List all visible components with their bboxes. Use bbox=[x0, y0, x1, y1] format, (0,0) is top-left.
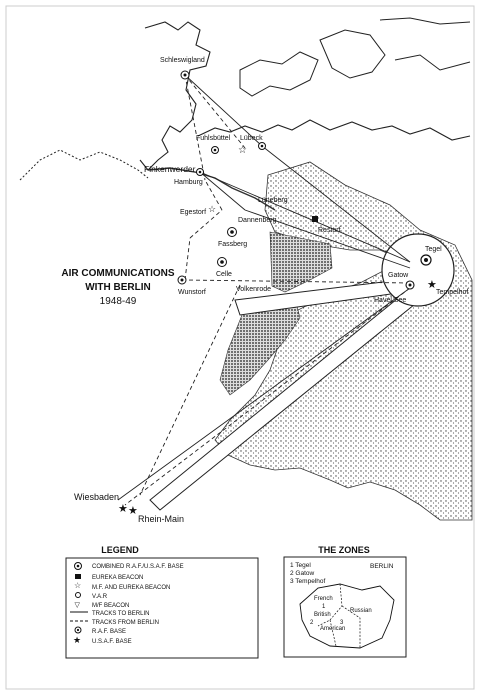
label-fassberg: Fassberg bbox=[218, 241, 248, 248]
zones-airfield-2: 2 Gatow bbox=[290, 570, 315, 577]
label-finkenwerder: Finkenwerder bbox=[144, 164, 196, 174]
legend-label-2: M.F. AND EUREKA BEACON bbox=[92, 585, 171, 591]
label-hamburg: Hamburg bbox=[174, 179, 203, 186]
sector-american: American bbox=[320, 626, 346, 632]
zones-airfield-1: 1 Tegel bbox=[290, 562, 311, 569]
fuhlsbuttel-marker bbox=[212, 147, 219, 154]
egestorf-mf-icon: ☆ bbox=[208, 204, 217, 214]
rhein-main-star-icon: ★ bbox=[128, 505, 138, 517]
zones-number-1: 1 bbox=[322, 604, 326, 610]
label-lubeck: Lübeck bbox=[240, 135, 263, 142]
label-gatow: Gatow bbox=[388, 272, 409, 279]
sector-russian: Russian bbox=[350, 608, 372, 614]
finkenwerder-marker bbox=[197, 169, 204, 176]
label-wiesbaden: Wiesbaden bbox=[74, 492, 120, 502]
legend-label-7: R.A.F. BASE bbox=[92, 629, 127, 635]
tegel-marker bbox=[421, 255, 431, 265]
zones-title: THE ZONES bbox=[318, 545, 370, 555]
legend-label-4: M/F BEACON bbox=[92, 603, 130, 609]
mf-eureka-icon: ☆ bbox=[74, 581, 82, 590]
zones-city-label: BERLIN bbox=[370, 563, 394, 570]
label-wunstorf: Wunstorf bbox=[178, 289, 206, 296]
fassberg-marker bbox=[228, 228, 237, 237]
sector-french: French bbox=[314, 596, 333, 602]
legend-label-5: TRACKS TO BERLIN bbox=[92, 611, 150, 617]
title-line-1: AIR COMMUNICATIONS bbox=[61, 268, 175, 279]
eureka-beacon-icon bbox=[75, 574, 81, 579]
label-volkenrode: Volkenrode bbox=[236, 286, 272, 293]
title-line-2: WITH BERLIN bbox=[85, 282, 151, 293]
zones-number-3: 3 bbox=[340, 620, 344, 626]
label-schleswigland: Schleswigland bbox=[160, 57, 205, 64]
combined-base-icon-core bbox=[77, 565, 80, 568]
label-restorf: Restorf bbox=[318, 227, 341, 234]
label-havel: Havel See bbox=[374, 297, 407, 304]
legend-title: LEGEND bbox=[101, 545, 139, 555]
label-rhein-main: Rhein-Main bbox=[138, 514, 185, 524]
lubeck-marker bbox=[259, 143, 266, 150]
legend-label-1: EUREKA BEACON bbox=[92, 575, 144, 581]
legend-label-0: COMBINED R.A.F./U.S.A.F. BASE bbox=[92, 564, 184, 570]
label-fuhlsbuttel: Fuhlsbüttel bbox=[196, 135, 231, 142]
label-celle: Celle bbox=[216, 271, 232, 278]
legend bbox=[66, 545, 258, 658]
label-tegel: Tegel bbox=[425, 246, 442, 253]
restorf-eureka-beacon bbox=[312, 216, 318, 222]
legend-label-6: TRACKS FROM BERLIN bbox=[92, 620, 160, 626]
zones-number-2: 2 bbox=[310, 620, 314, 626]
wunstorf-marker bbox=[178, 276, 186, 284]
raf-base-icon-core bbox=[77, 629, 79, 631]
label-dannenberg: Dannenberg bbox=[238, 217, 277, 224]
zones-airfield-3: 3 Tempelhof bbox=[290, 578, 326, 585]
legend-label-8: U.S.A.F. BASE bbox=[92, 639, 132, 645]
zones-inset bbox=[284, 545, 406, 657]
gatow-marker bbox=[406, 281, 414, 289]
mf-beacon-icon: ▽ bbox=[74, 602, 80, 609]
label-tempelhof: Tempelhof bbox=[436, 289, 469, 296]
label-egestorf: Egestorf bbox=[180, 209, 207, 216]
legend-label-3: V.A.R bbox=[92, 594, 108, 600]
schleswigland-marker bbox=[181, 71, 189, 79]
title-line-3: 1948-49 bbox=[99, 296, 137, 307]
var-icon bbox=[76, 593, 81, 598]
celle-marker bbox=[218, 258, 227, 267]
wiesbaden-star-icon: ★ bbox=[118, 503, 128, 515]
usaf-base-icon: ★ bbox=[73, 635, 82, 645]
label-luneberg: Lüneberg bbox=[258, 197, 288, 204]
lubeck-mf-star-icon: ☆ bbox=[238, 145, 247, 156]
tempelhof-star-icon: ★ bbox=[427, 279, 437, 291]
sector-british: British bbox=[314, 612, 331, 618]
